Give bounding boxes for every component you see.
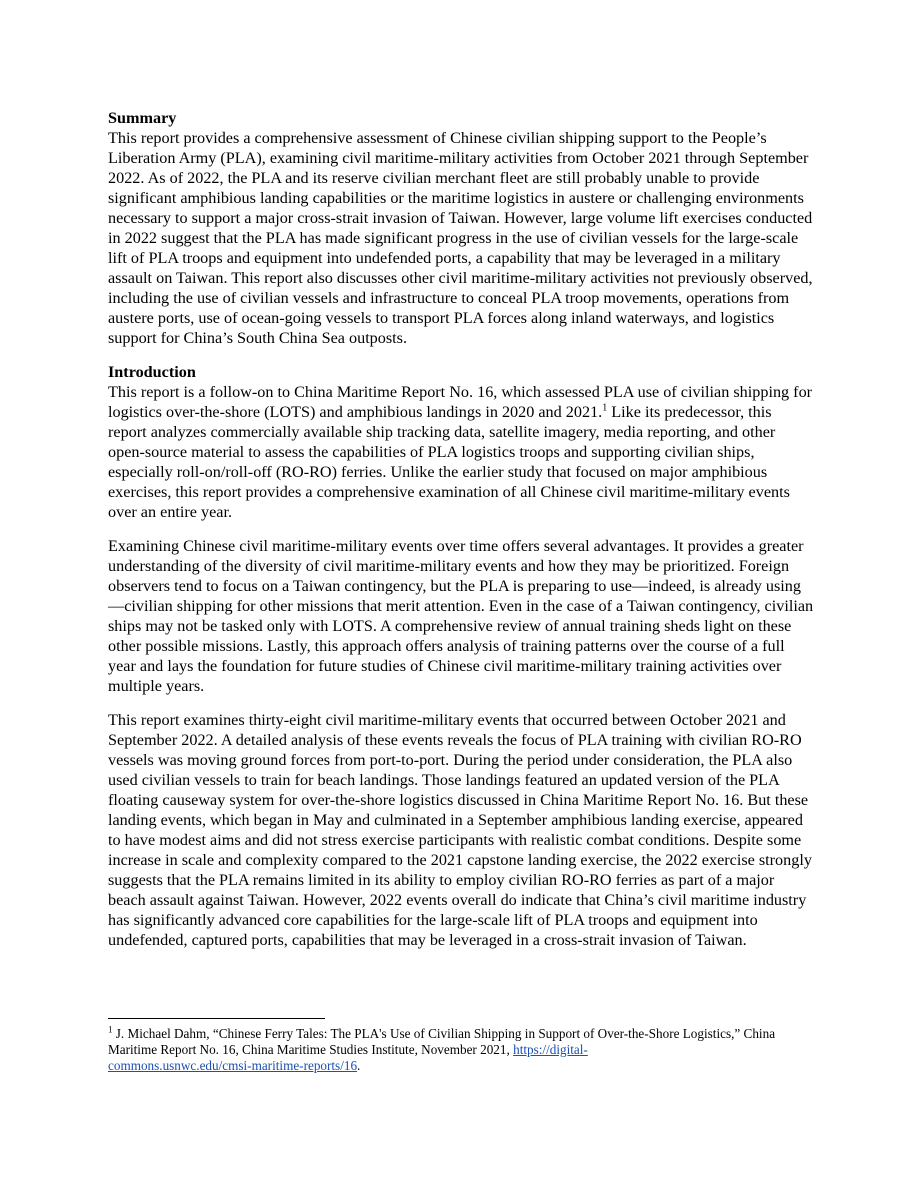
footnote-end: . [357,1058,361,1073]
introduction-section [108,362,814,950]
introduction-paragraph-1-continued: Like its predecessor, this report analyzes commercially available ship tracking data, satellite imagery, media reporting, and other open-source material to assess the capabilities of PLA logistics troops and supporting civilian ships, especially roll-on/roll-off (RO-RO) ferries. Unlike the earlier study that focused on major amphibious exercises, this report provides a comprehensive examination of all Chinese civil maritime-military events over an entire year. [108,403,790,521]
footnote-link-part-1: https://digital- [513,1042,588,1057]
footnote-number: 1 [108,1024,113,1035]
footnote-separator [108,1018,325,1019]
summary-section [108,108,814,348]
footnote-link-part-2: commons.usnwc.edu/cmsi-maritime-reports/16 [108,1058,358,1073]
summary-heading: Summary [108,109,177,127]
introduction-paragraph-3: This report examines thirty-eight civil maritime-military events that occurred between October 2021 and September 2022. A detailed analysis of these events reveals the focus of PLA training with civilian RO-RO vessels was moving ground forces from port-to-port. During the period under consideration, the PLA also used civilian vessels to train for beach landings. Those landings featured an updated version of the PLA floating causeway system for over-the-shore logistics discussed in China Maritime Report No. 16. But these landing events, which began in May and culminated in a September amphibious landing exercise, appeared to have modest aims and did not stress exercise participants with realistic combat conditions. Despite some increase in scale and complexity compared to the 2021 capstone landing exercise, the 2022 exercise strongly suggests that the PLA remains limited in its ability to employ civilian RO-RO ferries as part of a major beach assault against Taiwan. However, 2022 events overall do indicate that China’s civil maritime industry has significantly advanced core capabilities for the large-scale lift of PLA troops and equipment into undefended, captured ports, capabilities that may be leveraged in a cross-strait invasion of Taiwan. [108,711,812,949]
document-page [108,108,814,964]
summary-paragraph: This report provides a comprehensive assessment of Chinese civilian shipping support to the People’s Liberation Army (PLA), examining civil maritime-military activities from October 2021 through September 2022. As of 2022, the PLA and its reserve civilian merchant fleet are still probably unable to provide significant amphibious landing capabilities or the maritime logistics in austere or challenging environments necessary to support a major cross-strait invasion of Taiwan. However, large volume lift exercises conducted in 2022 suggest that the PLA has made significant progress in the use of civilian vessels for the large-scale lift of PLA troops and equipment into undefended ports, a capability that may be leveraged in a military assault on Taiwan. This report also discusses other civil maritime-military activities not previously observed, including the use of civilian vessels and infrastructure to conceal PLA troop movements, operations from austere ports, use of ocean-going vessels to transport PLA forces along inland waterways, and logistics support for China’s South China Sea outposts. [108,129,813,347]
introduction-paragraph-2: Examining Chinese civil maritime-military events over time offers several advantages. It provides a greater understanding of the diversity of civil maritime-military events and how they may be prioritized. Foreign observers tend to focus on a Taiwan contingency, but the PLA is preparing to use—indeed, is already using—civilian shipping for other missions that merit attention. Even in the case of a Taiwan contingency, civilian ships may not be tasked only with LOTS. A comprehensive review of annual training sheds light on these other possible missions. Lastly, this approach offers analysis of training patterns over the course of a full year and lays the foundation for future studies of Chinese civil maritime-military training activities over multiple years. [108,537,814,695]
introduction-paragraph-1-text: This report is a follow-on to China Maritime Report No. 16, which assessed PLA use of civilian shipping for logistics over-the-shore (LOTS) and amphibious landings in 2020 and 2021. [108,383,813,421]
footnote-text: J. Michael Dahm, “Chinese Ferry Tales: The PLA's Use of Civilian Shipping in Support of Over-the-Shore Logistics,” China Maritime Report No. 16, China Maritime Studies Institute, November 2021, [108,1026,776,1057]
footnote-reference-1[interactable]: 1 [602,402,608,414]
introduction-heading: Introduction [108,363,196,381]
introduction-paragraph-1 [108,382,814,522]
footnote-1 [108,1026,814,1074]
